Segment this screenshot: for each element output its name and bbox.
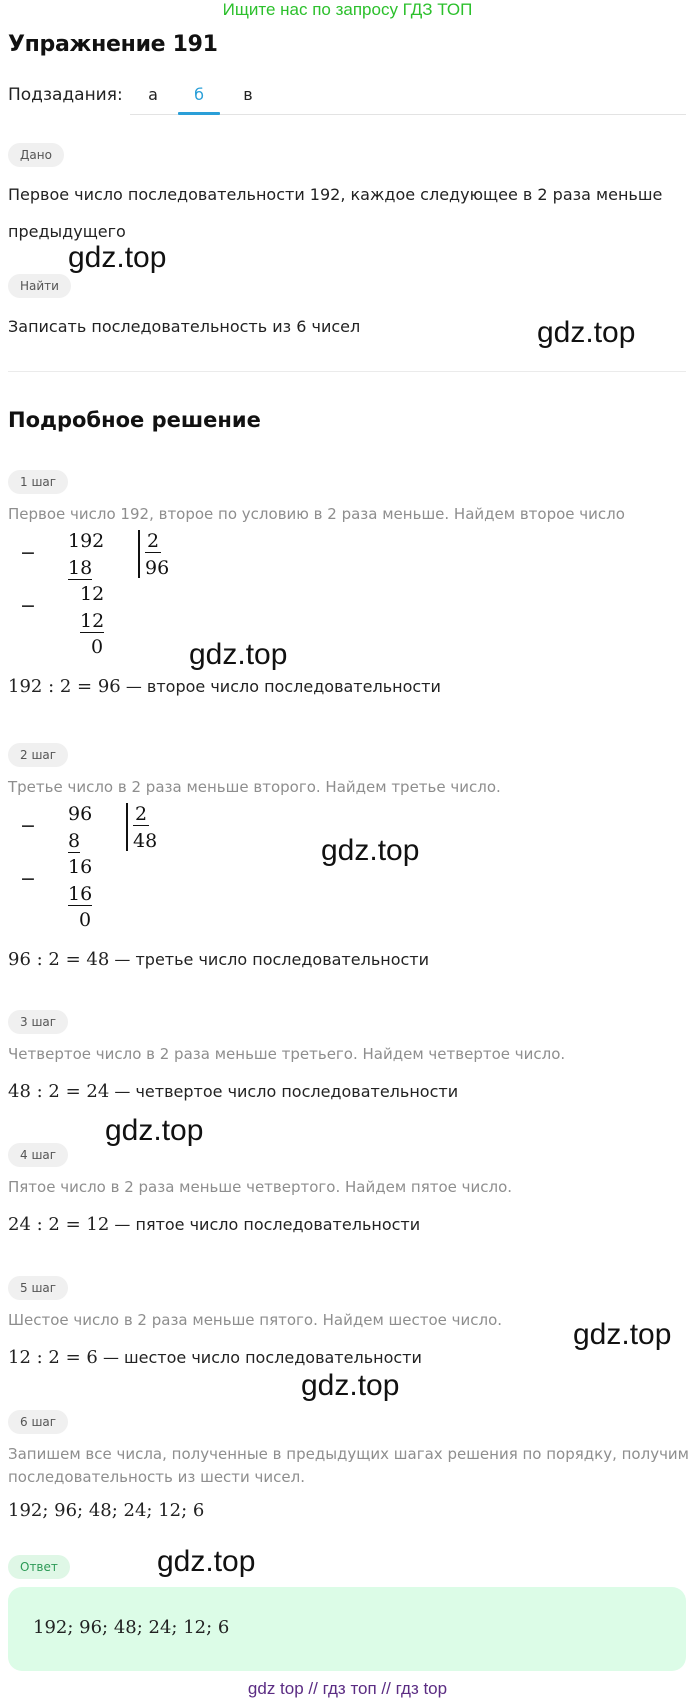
step-6-sequence: 192; 96; 48; 24; 12; 6 (8, 1500, 205, 1521)
step-1-quotient: 96 (145, 557, 170, 579)
tab-a[interactable]: а (148, 85, 158, 104)
step-1-sub2: 12 (80, 610, 105, 632)
watermark: gdz.top (301, 1369, 400, 1402)
result-text: — второе число последовательности (125, 677, 441, 696)
minus-sign: − (20, 542, 36, 564)
step-6-desc-line-2: последовательность из шести чисел. (8, 1468, 305, 1486)
result-text: — шестое число последовательности (102, 1348, 422, 1367)
result-text: — пятое число последовательности (114, 1215, 421, 1234)
subtasks-label: Подзадания: (8, 85, 123, 105)
step-1-result (8, 669, 441, 705)
tab-b[interactable]: б (194, 85, 204, 104)
step-5-chip: 5 шаг (8, 1276, 68, 1300)
division-bar (126, 803, 128, 851)
step-4-desc: Пятое число в 2 раза меньше четвертого. Найдем пятое число. (8, 1178, 513, 1196)
section-divider (8, 371, 686, 372)
step-6-desc-line-1: Запишем все числа, полученные в предыдущих шагах решения по порядку, получим (8, 1445, 689, 1463)
division-bar (138, 530, 140, 578)
watermark: gdz.top (321, 834, 420, 867)
step-3-desc: Четвертое число в 2 раза меньше третьего. Найдем четвертое число. (8, 1045, 566, 1063)
step-1-dividend: 192 (68, 530, 105, 552)
given-line-1: Первое число последовательности 192, каждое следующее в 2 раза меньше (8, 185, 663, 204)
given-line-2: предыдущего (8, 222, 126, 241)
step-2-rem2: 0 (79, 909, 92, 931)
step-2-quotient: 48 (133, 830, 158, 852)
step-5-desc: Шестое число в 2 раза меньше пятого. Найдем шестое число. (8, 1311, 503, 1329)
watermark: gdz.top (68, 241, 167, 274)
step-2-dividend: 96 (68, 803, 93, 825)
given-chip: Дано (8, 143, 64, 167)
step-2-result (8, 942, 429, 978)
step-2-rem1: 16 (68, 856, 93, 878)
watermark: gdz.top (105, 1114, 204, 1147)
step-4-chip: 4 шаг (8, 1143, 68, 1167)
step-1-chip: 1 шаг (8, 470, 68, 494)
result-expression: 192 : 2 = 96 (8, 676, 121, 697)
step-3-result (8, 1074, 458, 1110)
step-2-chip: 2 шаг (8, 743, 68, 767)
find-text: Записать последовательность из 6 чисел (8, 317, 361, 336)
minus-sign: − (20, 595, 36, 617)
watermark: gdz.top (157, 1545, 256, 1578)
step-1-divisor: 2 (147, 530, 160, 552)
step-1-rem2: 0 (91, 636, 104, 658)
result-text: — третье число последовательности (114, 950, 430, 969)
watermark: gdz.top (573, 1318, 672, 1351)
minus-sign: − (20, 868, 36, 890)
step-2-sub1: 8 (68, 830, 81, 852)
solution-title: Подробное решение (8, 408, 261, 432)
answer-chip: Ответ (8, 1555, 70, 1579)
find-chip: Найти (8, 274, 71, 298)
result-expression: 12 : 2 = 6 (8, 1347, 98, 1368)
step-1-desc: Первое число 192, второе по условию в 2 раза меньше. Найдем второе число (8, 505, 625, 523)
watermark: gdz.top (537, 316, 636, 349)
step-4-result (8, 1207, 420, 1243)
answer-value: 192; 96; 48; 24; 12; 6 (33, 1617, 230, 1638)
result-expression: 48 : 2 = 24 (8, 1081, 110, 1102)
step-1-sub1: 18 (68, 557, 93, 579)
result-expression: 96 : 2 = 48 (8, 949, 110, 970)
top-banner[interactable]: Ищите нас по запросу ГДЗ ТОП (222, 0, 473, 19)
step-2-desc: Третье число в 2 раза меньше второго. Найдем третье число. (8, 778, 501, 796)
tab-v[interactable]: в (243, 85, 253, 104)
step-1-rem1: 12 (80, 583, 105, 605)
result-text: — четвертое число последовательности (114, 1082, 459, 1101)
step-2-sub2: 16 (68, 883, 93, 905)
page-title: Упражнение 191 (8, 32, 218, 57)
watermark: gdz.top (189, 638, 288, 671)
active-tab-indicator (178, 112, 220, 115)
footer-links[interactable]: gdz top // гдз топ // гдз top (247, 1679, 448, 1698)
minus-sign: − (20, 815, 36, 837)
step-3-chip: 3 шаг (8, 1010, 68, 1034)
result-expression: 24 : 2 = 12 (8, 1214, 110, 1235)
step-6-chip: 6 шаг (8, 1410, 68, 1434)
step-2-divisor: 2 (135, 803, 148, 825)
